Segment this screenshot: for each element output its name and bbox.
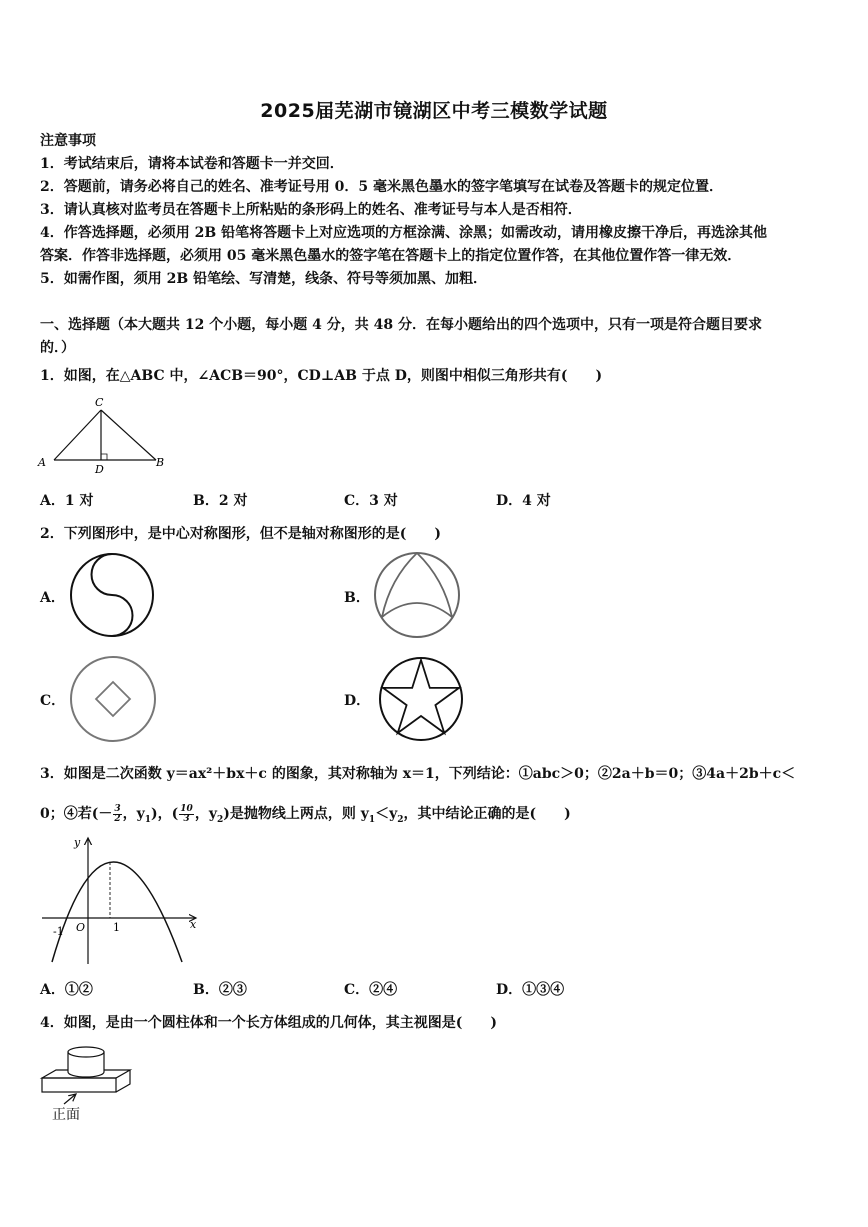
q3-text-part: ，y xyxy=(122,806,145,822)
notice-item-2: 2．答题前，请务必将自己的姓名、准考证号用 0．5 毫米黑色墨水的签字笔填写在试卷及答题卡的规定位置． xyxy=(40,179,723,195)
q3-option-d: D．①③④ xyxy=(496,982,565,998)
q3-text-part: ，其中结论正确的是( ) xyxy=(403,806,571,822)
q1-label-b: B xyxy=(156,456,165,469)
q2-option-b-arcs-figure xyxy=(370,549,464,641)
q2-option-c-label: C． xyxy=(40,693,66,709)
q2-option-d-label: D． xyxy=(344,693,371,709)
q1-label-c: C xyxy=(95,396,104,409)
q3-option-b: B．②③ xyxy=(193,982,247,998)
q4-front-label: 正面 xyxy=(52,1107,80,1123)
q3-text-part: ＜y xyxy=(375,806,398,822)
q3-one-label: 1 xyxy=(113,921,120,934)
notice-item-5: 5．如需作图，须用 2B 铅笔绘、写清楚，线条、符号等须加黑、加粗． xyxy=(40,271,488,287)
q3-neg1-label: -1 xyxy=(53,925,64,938)
notice-heading: 注意事项 xyxy=(40,133,96,149)
q1-label-a: A xyxy=(38,456,46,469)
subscript: 1 xyxy=(144,814,152,825)
q3-stem-line1: 3．如图是二次函数 y＝ax²＋bx＋c 的图象，其对称轴为 x＝1，下列结论：①abc＞0；②2a＋b＝0；③4a＋2b＋c＜ xyxy=(40,766,796,782)
q2-option-d-star-figure xyxy=(375,654,467,744)
q3-text-part: )是抛物线上两点，则 y xyxy=(223,806,369,822)
subscript: 2 xyxy=(397,814,404,825)
notice-item-3: 3．请认真核对监考员在答题卡上所粘贴的条形码上的姓名、准考证号与本人是否相符． xyxy=(40,202,582,218)
q3-parabola-graph xyxy=(38,832,208,966)
q1-option-a: A．1 对 xyxy=(40,493,94,509)
subscript: 1 xyxy=(368,814,376,825)
q1-segment-ac xyxy=(54,410,101,460)
q2-option-b-label: B． xyxy=(344,590,370,606)
q2-option-c-coin-figure xyxy=(66,653,160,745)
q3-origin-label: O xyxy=(76,921,86,934)
q1-right-angle-mark xyxy=(101,454,107,460)
notice-item-1: 1．考试结束后，请将本试卷和答题卡一并交回． xyxy=(40,156,344,172)
q4-solid-figure xyxy=(36,1042,136,1126)
q2-stem: 2．下列图形中，是中心对称图形，但不是轴对称图形的是( ) xyxy=(40,526,441,542)
q3-fraction-10-3 xyxy=(179,805,194,824)
fraction-numerator: 3 xyxy=(114,803,121,814)
fraction-denominator: 2 xyxy=(114,813,121,824)
page-title: 2025届芜湖市镜湖区中考三模数学试题 xyxy=(260,100,608,122)
q3-text-part: )，( xyxy=(151,806,179,822)
q3-option-c: C．②④ xyxy=(344,982,398,998)
q1-triangle-figure xyxy=(36,394,176,476)
q1-segment-bc xyxy=(101,410,156,460)
q1-option-b: B．2 对 xyxy=(193,493,248,509)
q1-option-c: C．3 对 xyxy=(344,493,398,509)
q3-y-label: y xyxy=(74,836,81,849)
q3-x-label: x xyxy=(190,918,197,931)
q3-parabola-curve xyxy=(52,862,182,962)
q2-option-a-taiji-figure xyxy=(66,550,158,640)
section-heading-cont: 的．） xyxy=(40,340,75,356)
q3-option-a: A．①② xyxy=(40,982,93,998)
subscript: 2 xyxy=(216,814,224,825)
q1-option-d: D．4 对 xyxy=(496,493,551,509)
notice-item-4-cont: 答案．作答非选择题，必须用 05 毫米黑色墨水的签字笔在答题卡上的指定位置作答，在其他位置作答一律无效． xyxy=(40,248,742,264)
q1-label-d: D xyxy=(95,463,104,476)
fraction-denominator: 3 xyxy=(183,813,190,824)
q1-stem: 1．如图，在△ABC 中，∠ACB＝90°，CD⊥AB 于点 D，则图中相似三角形共有( ) xyxy=(40,368,603,384)
q3-stem-line2 xyxy=(40,803,830,831)
q3-fraction-3-2 xyxy=(113,805,121,824)
q3-text-part: ，y xyxy=(194,806,217,822)
q3-text-part: 0；④若(－ xyxy=(40,806,113,822)
q4-stem: 4．如图，是由一个圆柱体和一个长方体组成的几何体，其主视图是( ) xyxy=(40,1015,497,1031)
section-heading: 一、选择题（本大题共 12 个小题，每小题 4 分，共 48 分．在每小题给出的四个选项中，只有一项是符合题目要求 xyxy=(40,317,762,333)
fraction-numerator: 10 xyxy=(180,803,193,814)
q2-option-a-label: A． xyxy=(40,590,65,606)
notice-item-4: 4．作答选择题，必须用 2B 铅笔将答题卡上对应选项的方框涂满、涂黑；如需改动，请用橡皮擦干净后，再选涂其他 xyxy=(40,225,768,241)
